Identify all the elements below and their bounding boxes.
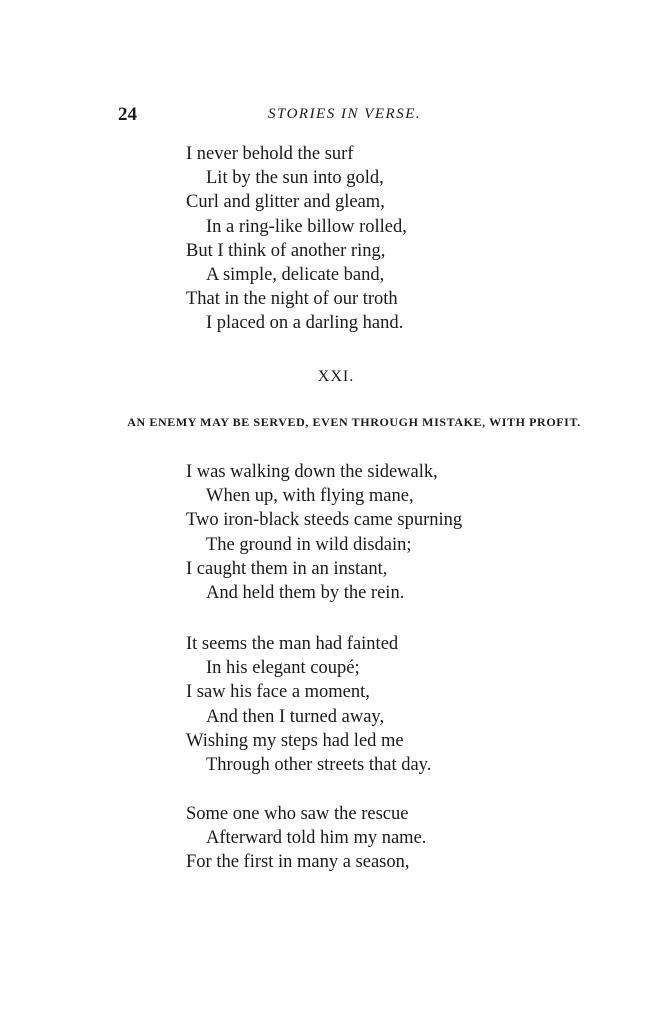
verse-line: In a ring-like billow rolled, <box>206 216 407 237</box>
verse-line: I placed on a darling hand. <box>206 313 404 334</box>
verse-line: I was walking down the sidewalk, <box>186 462 438 482</box>
stanza-1 <box>186 460 462 605</box>
page-number: 24 <box>118 104 137 125</box>
section-numeral: XXI. <box>317 368 355 385</box>
verse-line: For the first in many a season, <box>186 852 410 873</box>
verse-line: That in the night of our troth <box>186 289 398 310</box>
verse-line: And held them by the rein. <box>206 583 405 604</box>
running-head: STORIES IN VERSE. <box>268 106 422 122</box>
stanza-2 <box>186 632 431 777</box>
verse-line: I caught them in an instant, <box>186 558 388 579</box>
verse-line: In his elegant coupé; <box>206 658 360 679</box>
verse-line: The ground in wild disdain; <box>206 534 412 555</box>
verse-line: Some one who saw the rescue <box>186 804 409 824</box>
verse-line: Wishing my steps had led me <box>186 730 404 751</box>
verse-line: Curl and glitter and gleam, <box>186 192 385 213</box>
verse-line: And then I turned away, <box>206 706 385 727</box>
verse-line: I never behold the surf <box>186 144 354 164</box>
verse-line: I saw his face a moment, <box>186 682 370 703</box>
verse-line: But I think of another ring, <box>186 240 386 261</box>
section-title: AN ENEMY MAY BE SERVED, EVEN THROUGH MISTAKE, WITH PROFIT. <box>127 415 581 429</box>
verse-line: A simple, delicate band, <box>206 265 385 286</box>
verse-line: It seems the man had fainted <box>186 634 399 654</box>
verse-line: When up, with flying mane, <box>206 486 414 507</box>
verse-line: Through other streets that day. <box>206 755 432 776</box>
verse-line: Two iron-black steeds came spurning <box>186 510 463 531</box>
stanza-3 <box>186 802 426 875</box>
stanza-top <box>186 142 407 336</box>
verse-line: Lit by the sun into gold, <box>206 168 384 189</box>
verse-line: Afterward told him my name. <box>206 828 427 849</box>
